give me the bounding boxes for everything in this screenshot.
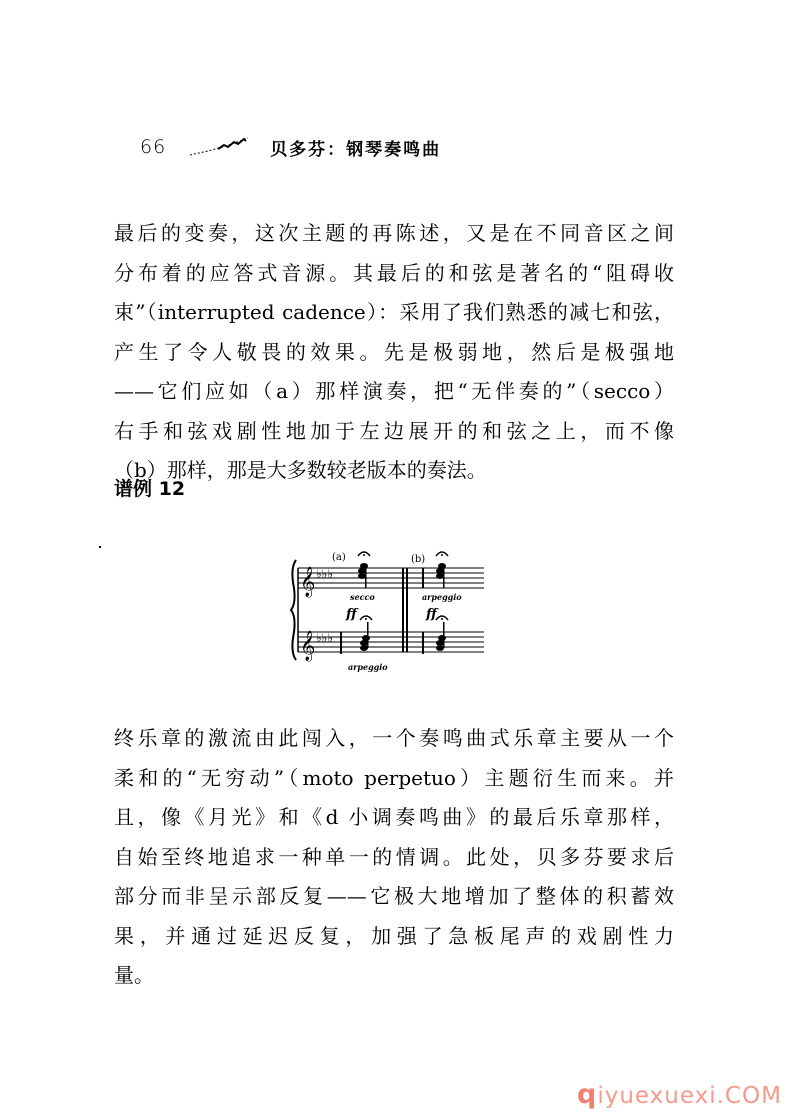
text-line: 自始至终地追求一种单一的情调。此处，贝多芬要求后: [114, 844, 674, 869]
text-line: 部分而非呈示部反复——它极大地增加了整体的积蓄效: [114, 884, 674, 908]
text-line: 产生了令人敬畏的效果。先是极弱地，然后是极强地: [114, 339, 674, 364]
page-number: 66: [140, 136, 167, 158]
svg-text:ff: ff: [426, 607, 437, 622]
text-line: 终乐章的激流由此闯入，一个奏鸣曲式乐章主要从一个: [114, 726, 674, 750]
site-watermark: [577, 1079, 782, 1110]
text-line: 柔和的“无穷动”（moto perpetuo）主题衍生而来。并: [114, 765, 674, 790]
text-line: 右手和弦戏剧性地加于左边展开的和弦之上，而不像: [114, 418, 674, 443]
text-line: 且，像《月光》和《d 小调奏鸣曲》的最后乐章那样，: [114, 805, 674, 829]
paragraph-2: [114, 719, 674, 996]
running-title: 贝多芬：钢琴奏鸣曲: [270, 139, 442, 160]
text-line: 量。: [114, 963, 154, 987]
feather-ornament-icon: [188, 137, 250, 157]
svg-text:(a): (a): [332, 552, 346, 563]
scan-speck: [99, 546, 101, 548]
svg-text:secco: secco: [350, 592, 375, 602]
svg-text:♭♭♭: ♭♭♭: [316, 631, 333, 645]
svg-text:arpeggio: arpeggio: [422, 592, 462, 602]
treble-clef-icon: 𝄞: [300, 567, 316, 597]
text-line: （b）那样，那是大多数较老版本的奏法。: [114, 458, 487, 482]
text-line: 果，并通过延迟反复，加强了急板尾声的戏剧性力: [114, 923, 674, 948]
example-label: 谱例 12: [114, 478, 186, 500]
watermark-logo-letter: q: [577, 1079, 598, 1110]
music-score-figure: [288, 548, 488, 673]
text-line: ——它们应如（a）那样演奏，把“无伴奏的”（secco）: [114, 379, 674, 403]
svg-text:♭♭♭: ♭♭♭: [316, 567, 333, 581]
text-line: 束”（interrupted cadence）：采用了我们熟悉的减七和弦，: [114, 300, 674, 324]
svg-text:(b): (b): [411, 554, 426, 565]
svg-text:arpeggio: arpeggio: [348, 662, 388, 672]
page-header: [140, 132, 441, 162]
treble-clef-icon: 𝄞: [300, 631, 316, 661]
text-line: 最后的变奏，这次主题的再陈述，又是在不同音区之间: [114, 221, 674, 245]
watermark-text: iyuexuexi.COM: [597, 1083, 782, 1109]
paragraph-1: [114, 214, 674, 491]
svg-text:ff: ff: [346, 607, 357, 622]
text-line: 分布着的应答式音源。其最后的和弦是著名的“阻碍收: [114, 260, 674, 285]
